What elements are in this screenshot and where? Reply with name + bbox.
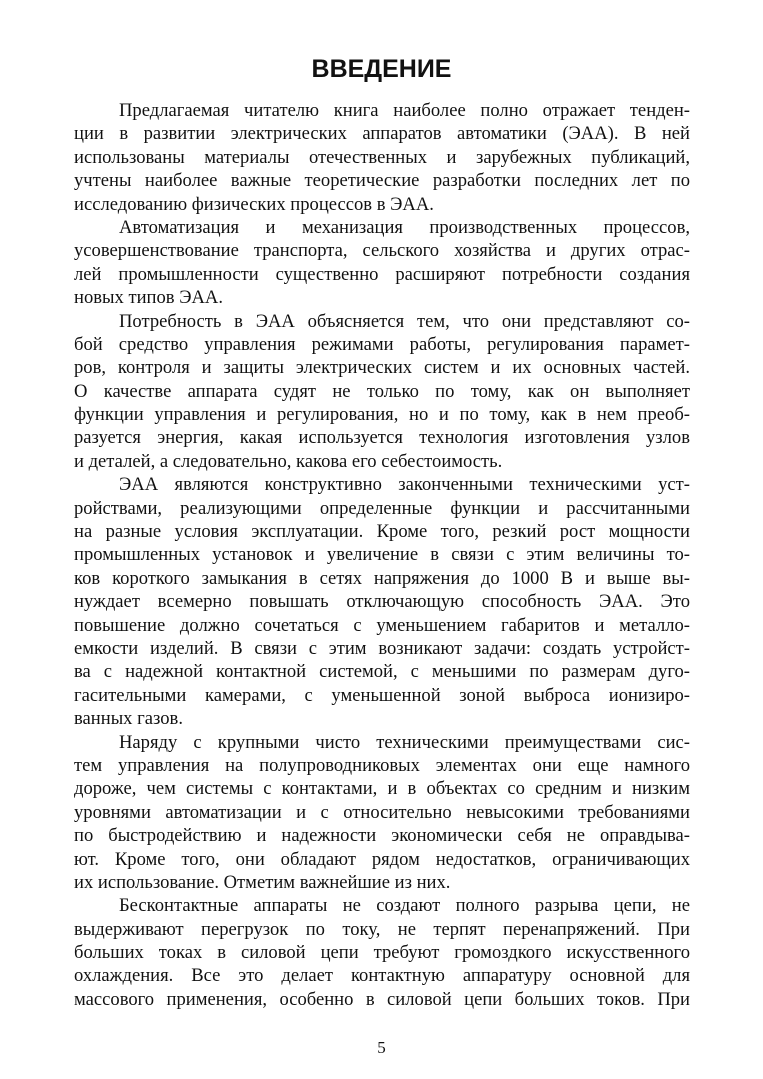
text-line: охлаждения. Все это делает контактную аппаратуру основной для bbox=[74, 965, 690, 987]
text-line: нуждает всемерно повышать отключающую способность ЭАА. Это bbox=[74, 591, 690, 613]
paragraph bbox=[74, 894, 690, 1011]
text-line: емкости изделий. В связи с этим возникают задачи: создать устройст- bbox=[74, 637, 690, 659]
text-line: ции в развитии электрических аппаратов автоматики (ЭАА). В ней bbox=[74, 123, 690, 145]
text-line: их использование. Отметим важнейшие из них. bbox=[74, 871, 451, 893]
text-line: разуется энергия, какая используется технология изготовления узлов bbox=[74, 427, 690, 449]
body-text bbox=[74, 99, 690, 1011]
text-line: Наряду с крупными чисто техническими преимуществами сис- bbox=[119, 731, 690, 753]
text-line: бой средство управления режимами работы, регулирования парамет- bbox=[74, 333, 690, 355]
text-line: ва с надежной контактной системой, с меньшими по размерам дуго- bbox=[74, 661, 690, 683]
text-line: больших токах в силовой цепи требуют громоздкого искусственного bbox=[74, 942, 690, 964]
paragraph bbox=[74, 473, 690, 730]
text-line: Предлагаемая читателю книга наиболее полно отражает тенден- bbox=[119, 100, 690, 121]
text-line: О качестве аппарата судят не только по тому, как он выполняет bbox=[74, 380, 690, 402]
paragraph bbox=[74, 731, 690, 895]
text-line: лей промышленности существенно расширяют потребности создания bbox=[74, 263, 690, 285]
text-line: использованы материалы отечественных и зарубежных публикаций, bbox=[74, 146, 690, 168]
text-line: промышленных установок и увеличение в связи с этим величины то- bbox=[74, 544, 690, 566]
text-line: ЭАА являются конструктивно законченными техническими уст- bbox=[119, 474, 690, 496]
text-line: учтены наиболее важные теоретические разработки последних лет по bbox=[74, 170, 690, 192]
text-line: функции управления и регулирования, но и по тому, как в нем преоб- bbox=[74, 404, 690, 426]
text-line: ванных газов. bbox=[74, 708, 183, 730]
page-number: 5 bbox=[377, 1038, 386, 1057]
text-line: выдерживают перегрузок по току, не терпят перенапряжений. При bbox=[74, 918, 690, 940]
text-line: ройствами, реализующими определенные функции и рассчитанными bbox=[74, 497, 690, 519]
text-line: усовершенствование транспорта, сельского хозяйства и других отрас- bbox=[74, 240, 690, 262]
text-line: ков короткого замыкания в сетях напряжения до 1000 В и выше вы- bbox=[74, 567, 690, 589]
text-line: Потребность в ЭАА объясняется тем, что они представляют со- bbox=[119, 310, 690, 332]
text-line: массового применения, особенно в силовой цепи больших токов. При bbox=[74, 988, 690, 1010]
text-line: повышение должно сочетаться с уменьшением габаритов и металло- bbox=[74, 614, 690, 636]
chapter-title: ВВЕДЕНИЕ bbox=[311, 55, 452, 83]
text-line: уровнями автоматизации и с относительно невысокими требованиями bbox=[74, 801, 690, 823]
text-line: ют. Кроме того, они обладают рядом недостатков, ограничивающих bbox=[74, 848, 690, 870]
text-line: исследованию физических процессов в ЭАА. bbox=[74, 193, 434, 215]
text-line: и деталей, а следовательно, какова его себестоимость. bbox=[74, 450, 503, 472]
text-line: Автоматизация и механизация производственных процессов, bbox=[119, 216, 690, 238]
text-line: новых типов ЭАА. bbox=[74, 287, 223, 309]
text-line: на разные условия эксплуатации. Кроме того, резкий рост мощности bbox=[74, 521, 690, 543]
paragraph bbox=[74, 216, 690, 310]
text-line: тем управления на полупроводниковых элементах они еще намного bbox=[74, 754, 690, 776]
text-line: гасительными камерами, с уменьшенной зоной выброса ионизиро- bbox=[74, 684, 690, 706]
text-line: дороже, чем системы с контактами, и в объектах со средним и низким bbox=[74, 778, 690, 800]
paragraph bbox=[74, 99, 690, 216]
text-line: по быстродействию и надежности экономически себя не оправдыва- bbox=[74, 825, 690, 847]
paragraph bbox=[74, 310, 690, 474]
text-line: ров, контроля и защиты электрических систем и их основных частей. bbox=[74, 357, 690, 379]
text-line: Бесконтактные аппараты не создают полного разрыва цепи, не bbox=[119, 895, 690, 917]
